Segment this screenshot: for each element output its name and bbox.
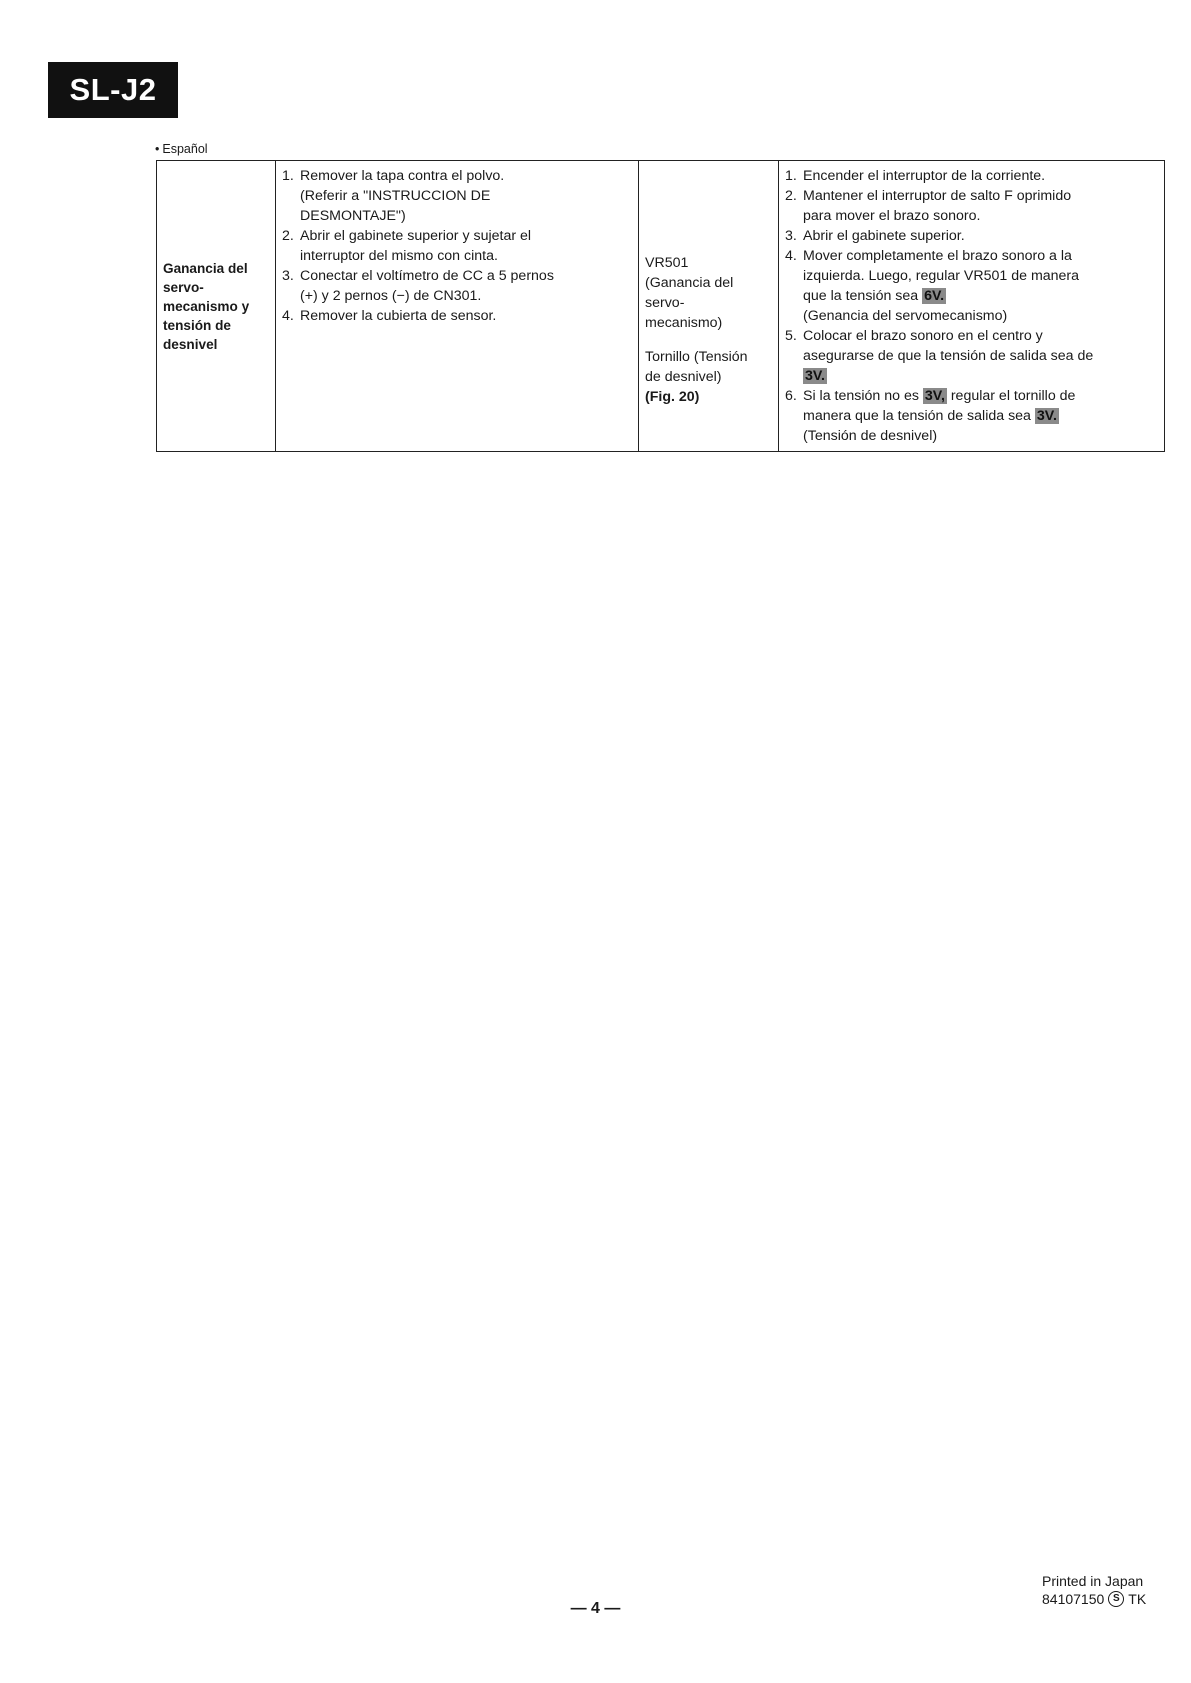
method-step (785, 166, 1158, 186)
voltage-value: 6V. (924, 288, 945, 304)
adjust-line: servo- (645, 294, 685, 311)
step-number: 2. (785, 188, 797, 204)
page-number: — 4 — (570, 1600, 621, 1617)
step-text: que la tensión sea (803, 288, 923, 304)
step-number: 6. (785, 388, 797, 404)
step-number: 3. (282, 268, 294, 284)
voltage-value: 3V, (924, 388, 945, 404)
language-label (155, 142, 208, 156)
step-line: Abrir el gabinete superior. (803, 228, 965, 244)
step-text: regular el tornillo de (946, 388, 1076, 404)
item-line: tensión de (163, 317, 231, 333)
step-line: Abrir el gabinete superior y sujetar el (300, 228, 532, 244)
step-line: para mover el brazo sonoro. (803, 208, 981, 224)
language-text: Español (162, 142, 208, 156)
adjust-line: VR501 (645, 254, 689, 271)
procedure-step (282, 166, 632, 226)
item-line: desnivel (163, 336, 218, 352)
step-line (803, 406, 1158, 426)
method-step (785, 386, 1158, 446)
procedure-cell (276, 161, 639, 452)
model-badge (48, 62, 178, 118)
step-number: 1. (785, 168, 797, 184)
method-step (785, 186, 1158, 226)
method-step (785, 326, 1158, 386)
table-row (157, 161, 1165, 452)
step-line (803, 366, 1158, 386)
step-line: asegurarse de que la tensión de salida sea de (803, 348, 1094, 364)
step-line: Mover completamente el brazo sonoro a la (803, 248, 1072, 264)
procedure-step (282, 306, 632, 326)
adjust-line: mecanismo) (645, 314, 723, 331)
step-number: 1. (282, 168, 294, 184)
print-code-suffix: TK (1128, 1591, 1147, 1607)
voltage-value: 3V. (1036, 408, 1057, 424)
item-cell (157, 161, 276, 452)
step-line: Colocar el brazo sonoro en el centro y (803, 328, 1043, 344)
printed-in-label: Printed in Japan (1042, 1573, 1144, 1589)
circled-s-icon: S (1108, 1591, 1124, 1607)
step-line: interruptor del mismo con cinta. (300, 248, 498, 264)
procedure-step (282, 266, 632, 306)
print-info (1042, 1572, 1146, 1608)
step-line: (+) y 2 pernos (−) de CN301. (300, 288, 482, 304)
step-line: (Referir a "INSTRUCCION DE (300, 188, 491, 204)
item-line: Ganancia del (163, 260, 248, 276)
method-cell (779, 161, 1165, 452)
step-text: manera que la tensión de salida sea (803, 408, 1035, 424)
adjustment-cell (639, 161, 779, 452)
adjustment-table (156, 160, 1165, 452)
adjust-line: de desnivel) (645, 368, 722, 385)
figure-reference: (Fig. 20) (645, 388, 700, 405)
step-text: Si la tensión no es (803, 388, 923, 404)
method-step (785, 246, 1158, 326)
adjust-line: (Ganancia del (645, 274, 734, 291)
step-number: 5. (785, 328, 797, 344)
step-number: 2. (282, 228, 294, 244)
step-line: Remover la cubierta de sensor. (300, 308, 497, 324)
step-number: 4. (785, 248, 797, 264)
print-code (1042, 1590, 1146, 1608)
model-name: SL-J2 (69, 72, 157, 107)
step-line: (Genancia del servomecanismo) (803, 308, 1008, 324)
item-line: mecanismo y (163, 298, 250, 314)
bullet-icon: • (155, 142, 160, 156)
step-line: Encender el interruptor de la corriente. (803, 168, 1046, 184)
step-line: Mantener el interruptor de salto F oprimido (803, 188, 1072, 204)
method-step (785, 226, 1158, 246)
step-line: izquierda. Luego, regular VR501 de manera (803, 268, 1080, 284)
step-line: (Tensión de desnivel) (803, 428, 938, 444)
step-line: Remover la tapa contra el polvo. (300, 168, 505, 184)
print-code-number: 84107150 (1042, 1591, 1105, 1607)
item-line: servo- (163, 279, 204, 295)
step-line: Conectar el voltímetro de CC a 5 pernos (300, 268, 554, 284)
step-line: DESMONTAJE") (300, 208, 406, 224)
adjust-line: Tornillo (Tensión (645, 348, 748, 365)
step-number: 4. (282, 308, 294, 324)
procedure-step (282, 226, 632, 266)
step-line (803, 286, 1158, 306)
step-number: 3. (785, 228, 797, 244)
step-line (803, 386, 1158, 406)
voltage-value: 3V. (805, 368, 825, 384)
